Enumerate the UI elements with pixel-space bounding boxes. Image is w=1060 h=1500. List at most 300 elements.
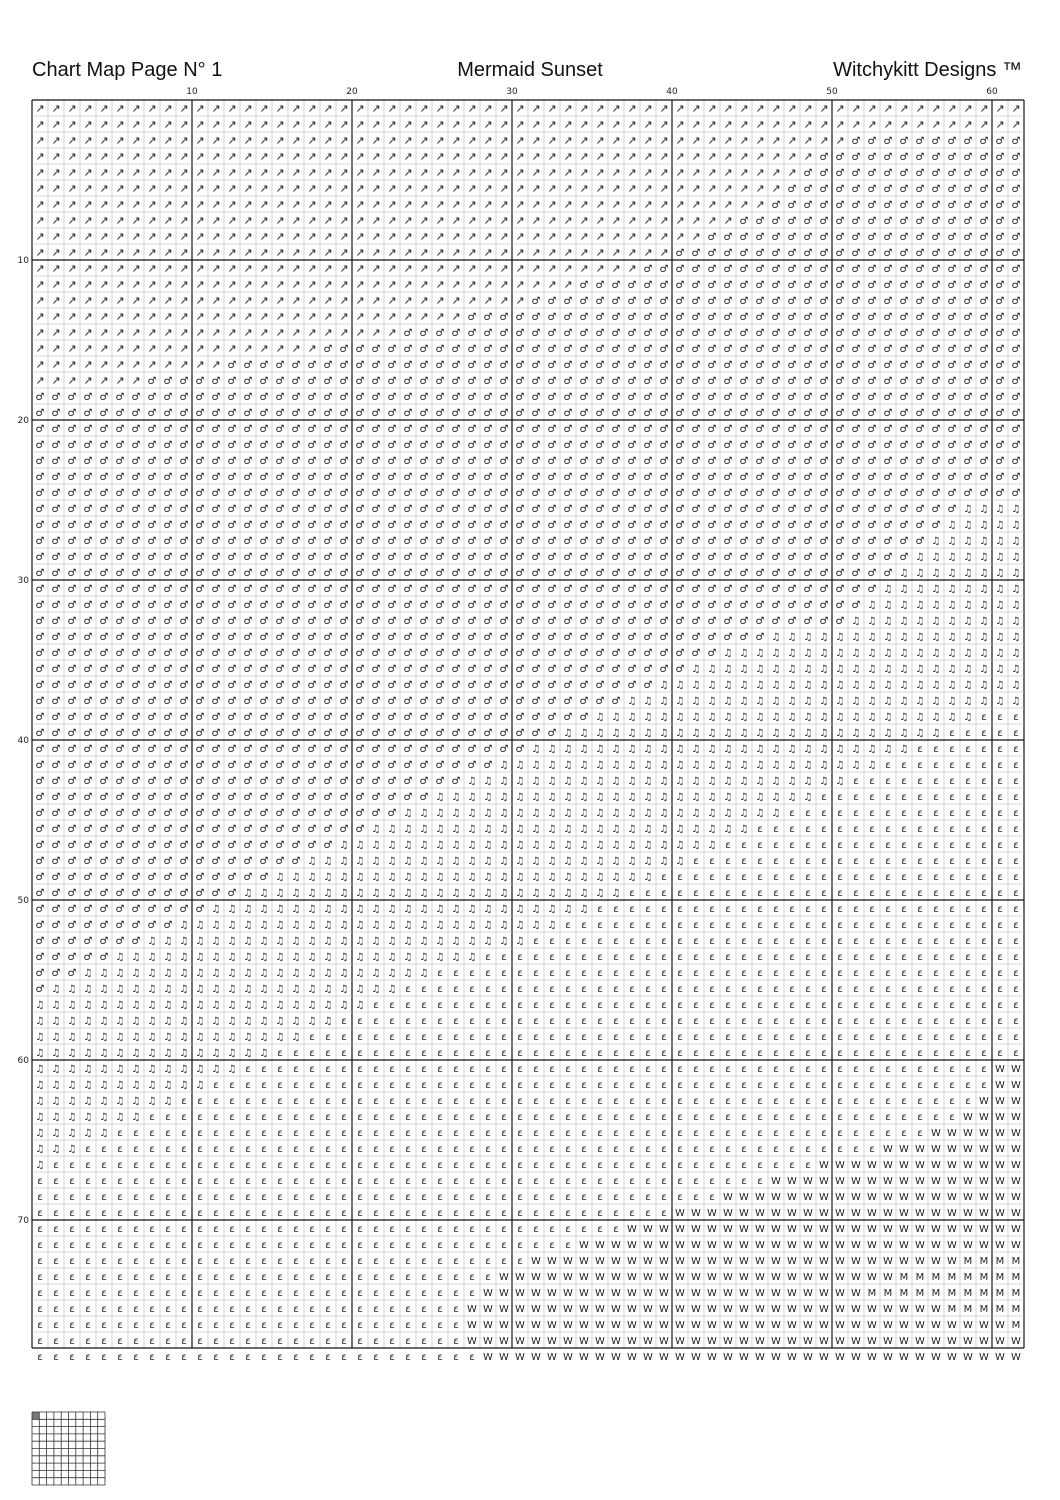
stitch-symbol: ♂ xyxy=(100,456,109,467)
stitch-symbol: ♫ xyxy=(948,712,957,723)
stitch-symbol: ♂ xyxy=(628,424,637,435)
stitch-symbol: ♫ xyxy=(804,760,813,771)
stitch-symbol: ε xyxy=(149,1160,154,1171)
stitch-symbol: ε xyxy=(869,840,874,851)
stitch-symbol: ♂ xyxy=(244,776,253,787)
stitch-symbol: ε xyxy=(613,1176,618,1187)
stitch-symbol: ♂ xyxy=(36,424,45,435)
stitch-symbol: ♂ xyxy=(900,552,909,563)
stitch-symbol: ε xyxy=(741,904,746,915)
stitch-symbol: ♂ xyxy=(932,216,941,227)
stitch-symbol: ♫ xyxy=(436,904,445,915)
stitch-symbol: ♂ xyxy=(756,440,765,451)
stitch-symbol: ε xyxy=(117,1144,122,1155)
stitch-symbol: ♫ xyxy=(276,1016,285,1027)
stitch-symbol: ε xyxy=(325,1240,330,1251)
stitch-symbol: ♂ xyxy=(180,808,189,819)
stitch-symbol: ↗ xyxy=(147,262,156,275)
stitch-symbol: ♫ xyxy=(164,1064,173,1075)
stitch-symbol: ♂ xyxy=(116,920,125,931)
stitch-symbol: W xyxy=(819,1272,829,1283)
stitch-symbol: ♂ xyxy=(148,376,157,387)
stitch-symbol: ε xyxy=(933,968,938,979)
stitch-symbol: ♂ xyxy=(884,280,893,291)
stitch-symbol: ♫ xyxy=(484,840,493,851)
stitch-symbol: ↗ xyxy=(307,166,316,179)
stitch-symbol: ε xyxy=(261,1192,266,1203)
stitch-symbol: ε xyxy=(981,824,986,835)
stitch-symbol: ε xyxy=(293,1176,298,1187)
stitch-symbol: ♂ xyxy=(452,472,461,483)
stitch-symbol: ♫ xyxy=(36,1112,45,1123)
stitch-symbol: ↗ xyxy=(387,310,396,323)
stitch-symbol: ♫ xyxy=(980,584,989,595)
stitch-symbol: ε xyxy=(341,1240,346,1251)
stitch-symbol: ♂ xyxy=(676,472,685,483)
stitch-symbol: ♂ xyxy=(484,696,493,707)
stitch-symbol: ε xyxy=(309,1176,314,1187)
stitch-symbol: ↗ xyxy=(419,166,428,179)
stitch-symbol: ε xyxy=(837,1064,842,1075)
stitch-symbol: ♂ xyxy=(484,376,493,387)
stitch-symbol: ♫ xyxy=(404,840,413,851)
stitch-symbol: ε xyxy=(837,1080,842,1091)
stitch-symbol: ♂ xyxy=(324,776,333,787)
stitch-symbol: ♂ xyxy=(420,648,429,659)
stitch-symbol: ε xyxy=(949,968,954,979)
stitch-symbol: ♂ xyxy=(740,232,749,243)
stitch-symbol: ↗ xyxy=(99,358,108,371)
stitch-symbol: ♂ xyxy=(468,664,477,675)
stitch-symbol: ε xyxy=(981,968,986,979)
stitch-symbol: ♂ xyxy=(516,632,525,643)
stitch-symbol: W xyxy=(755,1256,765,1267)
stitch-symbol: ♫ xyxy=(772,664,781,675)
stitch-symbol: ♂ xyxy=(644,456,653,467)
stitch-symbol: ♂ xyxy=(948,504,957,515)
stitch-symbol: ♂ xyxy=(468,440,477,451)
stitch-symbol: ♂ xyxy=(500,600,509,611)
stitch-symbol: ε xyxy=(165,1352,170,1363)
stitch-symbol: ♂ xyxy=(1012,392,1021,403)
stitch-symbol: ♂ xyxy=(404,360,413,371)
stitch-symbol: ↗ xyxy=(451,118,460,131)
stitch-symbol: ♂ xyxy=(68,408,77,419)
stitch-symbol: ♫ xyxy=(756,648,765,659)
stitch-symbol: ♂ xyxy=(260,696,269,707)
stitch-symbol: ↗ xyxy=(259,262,268,275)
stitch-symbol: ♂ xyxy=(180,456,189,467)
stitch-symbol: ♂ xyxy=(820,456,829,467)
stitch-symbol: ♂ xyxy=(324,744,333,755)
stitch-symbol: ♫ xyxy=(676,680,685,691)
stitch-symbol: ε xyxy=(501,1048,506,1059)
stitch-symbol: ε xyxy=(1013,904,1018,915)
stitch-symbol: ♂ xyxy=(900,504,909,515)
stitch-symbol: W xyxy=(867,1320,877,1331)
stitch-symbol: ♂ xyxy=(1012,136,1021,147)
stitch-symbol: ε xyxy=(181,1208,186,1219)
stitch-symbol: ♂ xyxy=(116,808,125,819)
stitch-symbol: ♂ xyxy=(596,648,605,659)
stitch-symbol: ♂ xyxy=(180,632,189,643)
stitch-symbol: ↗ xyxy=(259,278,268,291)
stitch-symbol: ε xyxy=(613,1192,618,1203)
stitch-symbol: ε xyxy=(517,1144,522,1155)
stitch-symbol: ε xyxy=(997,1048,1002,1059)
stitch-symbol: ε xyxy=(1013,792,1018,803)
stitch-symbol: ε xyxy=(421,1304,426,1315)
stitch-symbol: ε xyxy=(133,1176,138,1187)
stitch-symbol: ↗ xyxy=(451,310,460,323)
stitch-symbol: W xyxy=(851,1192,861,1203)
stitch-symbol: ↗ xyxy=(51,118,60,131)
stitch-symbol: ♂ xyxy=(452,600,461,611)
stitch-symbol: ε xyxy=(661,872,666,883)
stitch-symbol: ♂ xyxy=(356,712,365,723)
stitch-symbol: ♫ xyxy=(580,824,589,835)
stitch-symbol: ♂ xyxy=(948,296,957,307)
stitch-symbol: ♂ xyxy=(436,568,445,579)
stitch-symbol: ♂ xyxy=(996,264,1005,275)
stitch-symbol: ♫ xyxy=(900,584,909,595)
stitch-symbol: ♫ xyxy=(740,680,749,691)
stitch-symbol: W xyxy=(579,1352,589,1363)
stitch-symbol: ♫ xyxy=(292,1032,301,1043)
stitch-symbol: ♂ xyxy=(452,744,461,755)
stitch-symbol: ♫ xyxy=(468,856,477,867)
stitch-symbol: ε xyxy=(997,824,1002,835)
stitch-symbol: ↗ xyxy=(227,310,236,323)
stitch-symbol: ε xyxy=(325,1320,330,1331)
stitch-symbol: ♫ xyxy=(772,680,781,691)
stitch-symbol: ↗ xyxy=(979,102,988,115)
stitch-symbol: ε xyxy=(549,1144,554,1155)
stitch-symbol: ♫ xyxy=(1012,616,1021,627)
stitch-symbol: ♂ xyxy=(36,632,45,643)
stitch-symbol: W xyxy=(803,1336,813,1347)
stitch-symbol: ε xyxy=(453,1176,458,1187)
stitch-symbol: ♂ xyxy=(196,424,205,435)
stitch-symbol: ♂ xyxy=(260,536,269,547)
stitch-symbol: ♫ xyxy=(900,680,909,691)
stitch-symbol: ♂ xyxy=(868,424,877,435)
stitch-symbol: ↗ xyxy=(67,118,76,131)
stitch-symbol: ♂ xyxy=(564,584,573,595)
stitch-symbol: ♫ xyxy=(116,1064,125,1075)
stitch-symbol: ε xyxy=(53,1256,58,1267)
stitch-symbol: ♂ xyxy=(484,760,493,771)
stitch-symbol: ε xyxy=(485,1016,490,1027)
stitch-symbol: ♂ xyxy=(132,680,141,691)
stitch-symbol: ♂ xyxy=(308,568,317,579)
stitch-symbol: ♫ xyxy=(660,680,669,691)
stitch-symbol: ♂ xyxy=(788,264,797,275)
stitch-symbol: W xyxy=(947,1144,957,1155)
stitch-symbol: W xyxy=(467,1304,477,1315)
stitch-symbol: ↗ xyxy=(867,102,876,115)
stitch-symbol: ♫ xyxy=(564,776,573,787)
stitch-symbol: ↗ xyxy=(339,150,348,163)
stitch-symbol: ε xyxy=(101,1144,106,1155)
stitch-symbol: ♂ xyxy=(596,472,605,483)
stitch-symbol: ♫ xyxy=(916,728,925,739)
stitch-symbol: ♂ xyxy=(820,216,829,227)
stitch-symbol: ♂ xyxy=(868,360,877,371)
stitch-symbol: W xyxy=(531,1288,541,1299)
stitch-symbol: ε xyxy=(357,1240,362,1251)
stitch-symbol: W xyxy=(979,1144,989,1155)
stitch-symbol: W xyxy=(595,1240,605,1251)
stitch-symbol: ε xyxy=(853,1048,858,1059)
stitch-symbol: ε xyxy=(725,888,730,899)
stitch-symbol: ♂ xyxy=(436,344,445,355)
stitch-symbol: ♂ xyxy=(548,664,557,675)
stitch-symbol: ♂ xyxy=(836,616,845,627)
stitch-symbol: ♂ xyxy=(452,376,461,387)
stitch-symbol: ♂ xyxy=(116,648,125,659)
stitch-symbol: ε xyxy=(533,1064,538,1075)
stitch-symbol: ε xyxy=(181,1192,186,1203)
stitch-symbol: ♂ xyxy=(964,264,973,275)
stitch-symbol: ♂ xyxy=(308,616,317,627)
stitch-symbol: ♂ xyxy=(980,232,989,243)
stitch-symbol: ε xyxy=(373,1096,378,1107)
stitch-symbol: ♫ xyxy=(132,1032,141,1043)
stitch-symbol: ♂ xyxy=(676,536,685,547)
stitch-symbol: ♂ xyxy=(548,488,557,499)
stitch-symbol: W xyxy=(819,1256,829,1267)
stitch-symbol: W xyxy=(963,1144,973,1155)
stitch-symbol: ♂ xyxy=(980,488,989,499)
stitch-symbol: ↗ xyxy=(67,230,76,243)
stitch-symbol: ε xyxy=(341,1144,346,1155)
stitch-symbol: ♂ xyxy=(900,408,909,419)
stitch-symbol: ♫ xyxy=(116,984,125,995)
stitch-symbol: ε xyxy=(117,1336,122,1347)
stitch-symbol: ε xyxy=(965,904,970,915)
stitch-symbol: W xyxy=(579,1336,589,1347)
stitch-symbol: ↗ xyxy=(131,134,140,147)
stitch-symbol: ε xyxy=(869,1080,874,1091)
stitch-symbol: ♂ xyxy=(164,504,173,515)
stitch-symbol: ♂ xyxy=(516,408,525,419)
stitch-symbol: ↗ xyxy=(499,294,508,307)
stitch-symbol: ♂ xyxy=(708,600,717,611)
stitch-symbol: ♂ xyxy=(292,472,301,483)
stitch-symbol: ε xyxy=(229,1208,234,1219)
stitch-symbol: ♫ xyxy=(212,952,221,963)
stitch-symbol: ♂ xyxy=(596,504,605,515)
stitch-symbol: ↗ xyxy=(483,102,492,115)
stitch-symbol: ε xyxy=(773,968,778,979)
stitch-symbol: ε xyxy=(949,1048,954,1059)
stitch-symbol: ♫ xyxy=(148,968,157,979)
stitch-symbol: ♂ xyxy=(468,312,477,323)
stitch-symbol: ♫ xyxy=(964,552,973,563)
stitch-symbol: ♂ xyxy=(868,264,877,275)
stitch-symbol: ♂ xyxy=(404,664,413,675)
stitch-symbol: ♂ xyxy=(772,264,781,275)
stitch-symbol: ↗ xyxy=(723,134,732,147)
stitch-symbol: ♂ xyxy=(388,808,397,819)
stitch-symbol: ♂ xyxy=(52,792,61,803)
stitch-symbol: ↗ xyxy=(707,182,716,195)
stitch-symbol: ♂ xyxy=(100,392,109,403)
stitch-symbol: ε xyxy=(405,1096,410,1107)
stitch-symbol: ♂ xyxy=(148,648,157,659)
stitch-symbol: ♂ xyxy=(612,376,621,387)
stitch-symbol: ♫ xyxy=(564,888,573,899)
stitch-symbol: ε xyxy=(565,952,570,963)
stitch-symbol: ♂ xyxy=(612,584,621,595)
stitch-symbol: ε xyxy=(1013,936,1018,947)
stitch-symbol: ♂ xyxy=(564,456,573,467)
stitch-symbol: ↗ xyxy=(419,150,428,163)
stitch-symbol: ε xyxy=(981,1016,986,1027)
stitch-symbol: ε xyxy=(789,888,794,899)
stitch-symbol: ↗ xyxy=(355,102,364,115)
stitch-symbol: ♫ xyxy=(596,760,605,771)
stitch-symbol: ♂ xyxy=(644,280,653,291)
stitch-symbol: ↗ xyxy=(595,198,604,211)
stitch-symbol: ♫ xyxy=(276,952,285,963)
stitch-symbol: ♂ xyxy=(404,712,413,723)
stitch-symbol: ♫ xyxy=(292,968,301,979)
stitch-symbol: ♂ xyxy=(820,344,829,355)
stitch-symbol: ♂ xyxy=(948,312,957,323)
stitch-symbol: W xyxy=(819,1208,829,1219)
stitch-symbol: W xyxy=(883,1352,893,1363)
stitch-symbol: ♂ xyxy=(292,440,301,451)
stitch-symbol: ♂ xyxy=(388,440,397,451)
stitch-symbol: ε xyxy=(133,1224,138,1235)
stitch-symbol: ♂ xyxy=(788,232,797,243)
stitch-symbol: ↗ xyxy=(563,262,572,275)
stitch-symbol: ε xyxy=(165,1288,170,1299)
stitch-symbol: ♂ xyxy=(212,664,221,675)
stitch-symbol: ♫ xyxy=(164,952,173,963)
stitch-symbol: ε xyxy=(725,1000,730,1011)
stitch-symbol: ♂ xyxy=(596,664,605,675)
stitch-symbol: ↗ xyxy=(115,326,124,339)
stitch-symbol: ♫ xyxy=(804,632,813,643)
stitch-symbol: ♂ xyxy=(932,200,941,211)
stitch-symbol: ↗ xyxy=(195,230,204,243)
stitch-symbol: ♫ xyxy=(692,712,701,723)
stitch-symbol: ε xyxy=(837,872,842,883)
stitch-symbol: ε xyxy=(741,1096,746,1107)
stitch-symbol: ε xyxy=(421,1208,426,1219)
stitch-symbol: ♂ xyxy=(340,424,349,435)
stitch-symbol: ♂ xyxy=(420,568,429,579)
stitch-symbol: W xyxy=(579,1320,589,1331)
stitch-symbol: W xyxy=(883,1192,893,1203)
stitch-symbol: ε xyxy=(869,1016,874,1027)
stitch-symbol: ♂ xyxy=(52,680,61,691)
stitch-symbol: ε xyxy=(229,1096,234,1107)
stitch-symbol: ♂ xyxy=(52,488,61,499)
stitch-symbol: ♂ xyxy=(308,760,317,771)
stitch-symbol: ♂ xyxy=(180,904,189,915)
stitch-symbol: ε xyxy=(213,1208,218,1219)
stitch-symbol: ♂ xyxy=(916,168,925,179)
stitch-symbol: ♂ xyxy=(708,344,717,355)
stitch-symbol: ♂ xyxy=(916,504,925,515)
stitch-symbol: ↗ xyxy=(51,102,60,115)
stitch-symbol: ε xyxy=(37,1240,42,1251)
stitch-symbol: ε xyxy=(773,1160,778,1171)
stitch-symbol: ♫ xyxy=(804,744,813,755)
stitch-symbol: W xyxy=(899,1240,909,1251)
stitch-symbol: ε xyxy=(805,872,810,883)
stitch-symbol: ♂ xyxy=(772,440,781,451)
stitch-symbol: ↗ xyxy=(515,118,524,131)
stitch-symbol: ♫ xyxy=(228,920,237,931)
stitch-symbol: ε xyxy=(277,1160,282,1171)
stitch-symbol: ♂ xyxy=(404,584,413,595)
stitch-symbol: ↗ xyxy=(547,278,556,291)
stitch-symbol: ε xyxy=(357,1032,362,1043)
stitch-symbol: ♫ xyxy=(852,616,861,627)
stitch-symbol: ♂ xyxy=(436,600,445,611)
stitch-symbol: ♂ xyxy=(932,312,941,323)
stitch-symbol: W xyxy=(851,1272,861,1283)
stitch-symbol: ε xyxy=(53,1208,58,1219)
stitch-symbol: ♂ xyxy=(852,184,861,195)
stitch-symbol: ε xyxy=(453,1096,458,1107)
stitch-symbol: ♂ xyxy=(964,152,973,163)
stitch-symbol: ♂ xyxy=(388,584,397,595)
stitch-symbol: ♂ xyxy=(52,600,61,611)
stitch-symbol: ♂ xyxy=(356,536,365,547)
stitch-symbol: ε xyxy=(981,808,986,819)
stitch-symbol: ε xyxy=(293,1224,298,1235)
stitch-symbol: ε xyxy=(965,920,970,931)
stitch-symbol: ε xyxy=(261,1288,266,1299)
stitch-symbol: ♂ xyxy=(100,952,109,963)
stitch-symbol: ♂ xyxy=(788,312,797,323)
stitch-symbol: ♫ xyxy=(388,824,397,835)
stitch-symbol: ↗ xyxy=(515,198,524,211)
stitch-symbol: ε xyxy=(773,872,778,883)
stitch-symbol: ♫ xyxy=(308,872,317,883)
stitch-symbol: ↗ xyxy=(563,150,572,163)
stitch-symbol: ε xyxy=(453,1160,458,1171)
stitch-symbol: ↗ xyxy=(163,262,172,275)
stitch-symbol: M xyxy=(1012,1320,1021,1331)
stitch-symbol: ♂ xyxy=(900,280,909,291)
stitch-symbol: ♂ xyxy=(228,792,237,803)
stitch-symbol: ♫ xyxy=(580,904,589,915)
stitch-symbol: ♂ xyxy=(564,552,573,563)
stitch-symbol: ♂ xyxy=(644,536,653,547)
stitch-symbol: ε xyxy=(581,1016,586,1027)
stitch-symbol: ♂ xyxy=(948,280,957,291)
stitch-symbol: ♫ xyxy=(612,888,621,899)
stitch-symbol: ↗ xyxy=(675,102,684,115)
stitch-symbol: ♂ xyxy=(532,552,541,563)
stitch-symbol: ♂ xyxy=(420,760,429,771)
stitch-symbol: ε xyxy=(53,1336,58,1347)
stitch-symbol: ♂ xyxy=(500,424,509,435)
stitch-symbol: ♫ xyxy=(36,1096,45,1107)
stitch-symbol: M xyxy=(964,1256,973,1267)
stitch-symbol: ♫ xyxy=(980,632,989,643)
stitch-symbol: ε xyxy=(469,1016,474,1027)
stitch-symbol: ♂ xyxy=(324,664,333,675)
stitch-symbol: ♂ xyxy=(148,472,157,483)
